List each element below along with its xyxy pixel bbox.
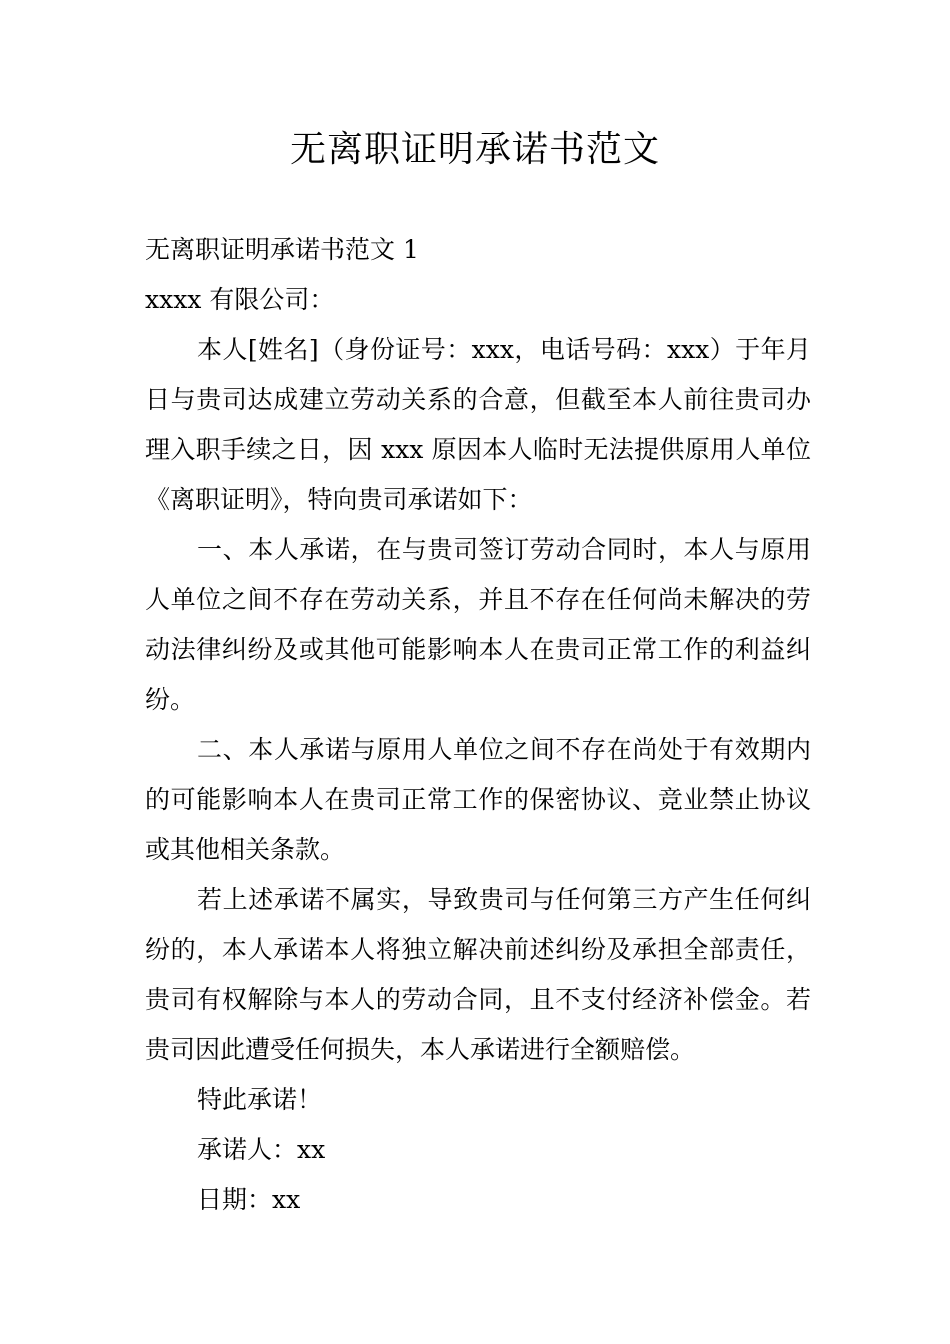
paragraph-intro: 本人[姓名]（身份证号：xxx，电话号码：xxx）于年月日与贵司达成建立劳动关系的合意，但截至本人前往贵司办理入职手续之日，因 xxx 原因本人临时无法提供原用人单位《离职证明》，特向贵司承诺如下： — [145, 335, 811, 514]
paragraph-liability: 若上述承诺不属实，导致贵司与任何第三方产生任何纠纷的，本人承诺本人将独立解决前述纠纷及承担全部责任，贵司有权解除与本人的劳动合同，且不支付经济补偿金。若贵司因此遭受任何损失，本人承诺进行全额赔偿。 — [145, 885, 811, 1064]
document-subtitle: 无离职证明承诺书范文 1 — [145, 235, 419, 264]
closing-text: 特此承诺！ — [197, 1085, 323, 1114]
promisor-line: 承诺人：xx — [197, 1135, 326, 1164]
paragraph-promise-two: 二、本人承诺与原用人单位之间不存在尚处于有效期内的可能影响本人在贵司正常工作的保密协议、竞业禁止协议或其他相关条款。 — [145, 735, 811, 864]
paragraph-promise-one: 一、本人承诺，在与贵司签订劳动合同时，本人与原用人单位之间不存在劳动关系，并且不存在任何尚未解决的劳动法律纠纷及或其他可能影响本人在贵司正常工作的利益纠纷。 — [145, 535, 811, 714]
salutation: xxxx 有限公司： — [145, 285, 335, 314]
document-title: 无离职证明承诺书范文 — [289, 129, 660, 170]
document-body — [145, 225, 811, 1225]
date-line: 日期：xx — [197, 1185, 301, 1214]
